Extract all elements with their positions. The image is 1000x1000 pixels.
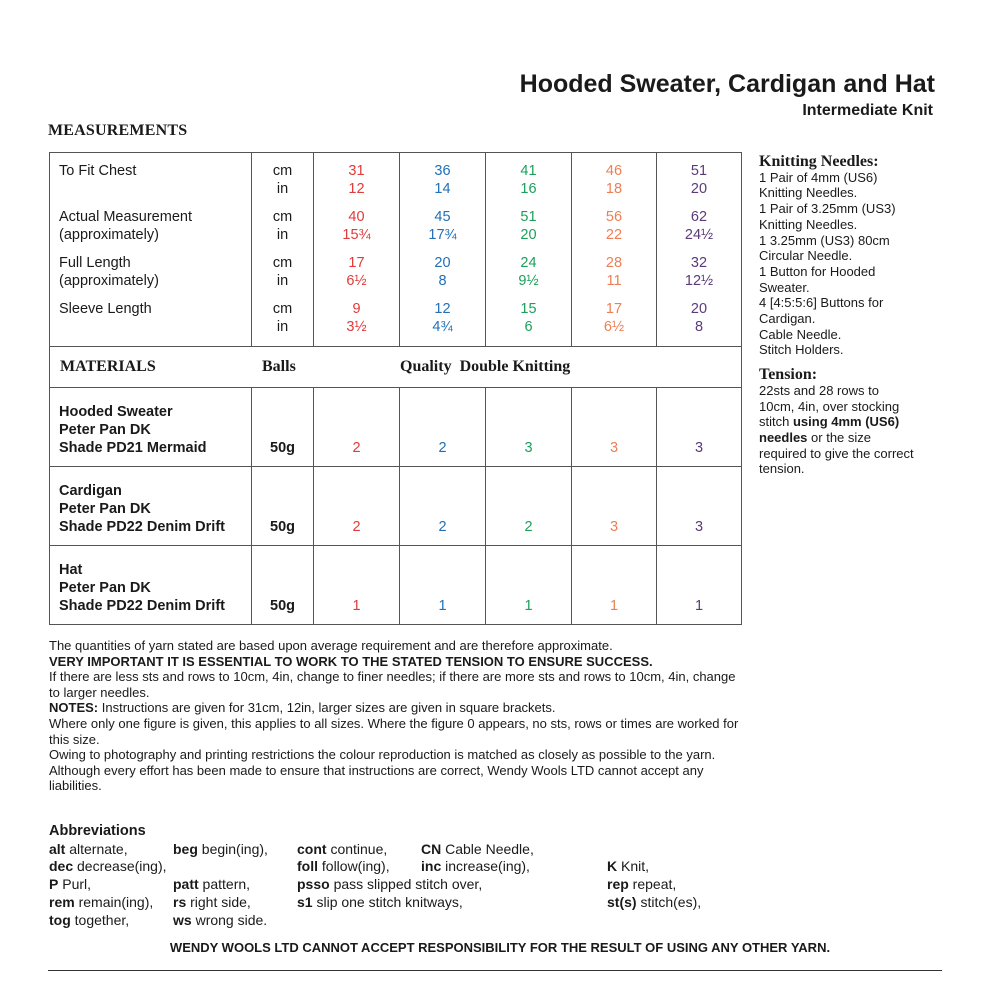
abbreviation: psso pass slipped stitch over, xyxy=(297,876,483,892)
footer-divider xyxy=(48,970,942,971)
abbreviation: patt pattern, xyxy=(173,876,251,892)
unit-column: cm in cm in cm in cm in xyxy=(252,153,314,347)
material-row-cardigan: Cardigan Peter Pan DK Shade PD22 Denim Drift 50g 2 2 2 3 3 xyxy=(50,467,742,546)
abbreviation: st(s) stitch(es), xyxy=(607,894,702,910)
material-row-hat: Hat Peter Pan DK Shade PD22 Denim Drift 50g 1 1 1 1 1 xyxy=(50,546,742,625)
measurement-label: Actual Measurement xyxy=(59,209,192,225)
needles-heading: Knitting Needles: xyxy=(759,153,879,170)
abbreviation: ws wrong side. xyxy=(173,912,268,928)
measurements-table xyxy=(49,152,742,625)
page-title: Hooded Sweater, Cardigan and Hat xyxy=(519,70,935,98)
abbreviation: dec decrease(ing), xyxy=(49,858,167,874)
abbreviations-heading: Abbreviations xyxy=(49,823,146,839)
abbreviation: alt alternate, xyxy=(49,841,128,857)
abbreviation: foll follow(ing), xyxy=(297,858,390,874)
abbreviation: s1 slip one stitch knitways, xyxy=(297,894,463,910)
balls-heading: Balls xyxy=(262,358,296,375)
abbreviation: CN Cable Needle, xyxy=(421,841,534,857)
size-column-5: 51 20 62 24½ 32 12½ 20 8 xyxy=(657,153,742,347)
skill-level: Intermediate Knit xyxy=(802,102,933,119)
abbreviation: rep repeat, xyxy=(607,876,677,892)
size-column-4: 46 18 56 22 28 11 17 6½ xyxy=(572,153,657,347)
size-column-1: 31 12 40 15¾ 17 6½ 9 3½ xyxy=(314,153,400,347)
needles-list: 1 Pair of 4mm (US6) Knitting Needles. 1 Pair of 3.25mm (US3) Knitting Needles. 1 3.25mm (US3) 80cm Circular Needle. 1 Button for Hooded Sweater. 4 [4:5:5:6] Buttons for Cardigan. Cable Needle. Stitch Holders. xyxy=(759,169,896,358)
abbreviation: tog together, xyxy=(49,912,130,928)
measurement-labels: To Fit Chest Actual Measurement (approximately) Full Length (approximately) Sleeve Length xyxy=(50,153,252,347)
measurement-label: Sleeve Length xyxy=(59,301,152,317)
measurement-label: Full Length xyxy=(59,255,131,271)
abbreviation: P Purl, xyxy=(49,876,92,892)
abbreviation: cont continue, xyxy=(297,841,388,857)
sidebar-requirements xyxy=(759,154,939,477)
measurement-label: To Fit Chest xyxy=(59,163,137,179)
tension-text: 22sts and 28 rows to 10cm, 4in, over stocking stitch using 4mm (US6) needles or the size required to give the correct tension. xyxy=(759,382,914,477)
abbreviation: K Knit, xyxy=(607,858,650,874)
notes-section: The quantities of yarn stated are based upon average requirement and are therefore approximate. VERY IMPORTANT IT IS ESSENTIAL TO WORK TO THE STATED TENSION TO ENSURE SUCCESS. If there are less sts and rows to 10cm, 4in, change to finer needles; if there are more sts and rows to 10cm, 4in, change to larger needles. NOTES: Instructions are given for 31cm, 12in, larger sizes are given in square brackets. Where only one figure is given, this applies to all sizes. Where the figure 0 appears, no sts, rows or times are worked for this size. Owing to photography and printing restrictions the colour reproduction is matched as closely as possible to the yarn. Although every effort has been made to ensure that instructions are correct, Wendy Wools LTD cannot accept any liabilities. xyxy=(49,638,739,794)
abbreviation: rs right side, xyxy=(173,894,251,910)
quality-heading: Quality Double Knitting xyxy=(400,358,571,375)
abbreviation: beg begin(ing), xyxy=(173,841,268,857)
material-row-hooded-sweater: Hooded Sweater Peter Pan DK Shade PD21 Mermaid 50g 2 2 3 3 3 xyxy=(50,388,742,467)
materials-heading: MATERIALS xyxy=(60,358,156,375)
size-column-3: 41 16 51 20 24 9½ 15 6 xyxy=(486,153,572,347)
yarn-disclaimer: WENDY WOOLS LTD CANNOT ACCEPT RESPONSIBILITY FOR THE RESULT OF USING ANY OTHER YARN. xyxy=(169,940,831,955)
abbreviation: rem remain(ing), xyxy=(49,894,154,910)
materials-header-row xyxy=(50,347,742,388)
abbreviation: inc increase(ing), xyxy=(421,858,530,874)
tension-heading: Tension: xyxy=(759,366,818,384)
size-column-2: 36 14 45 17¾ 20 8 12 4¾ xyxy=(400,153,486,347)
measurements-heading: MEASUREMENTS xyxy=(48,122,188,139)
